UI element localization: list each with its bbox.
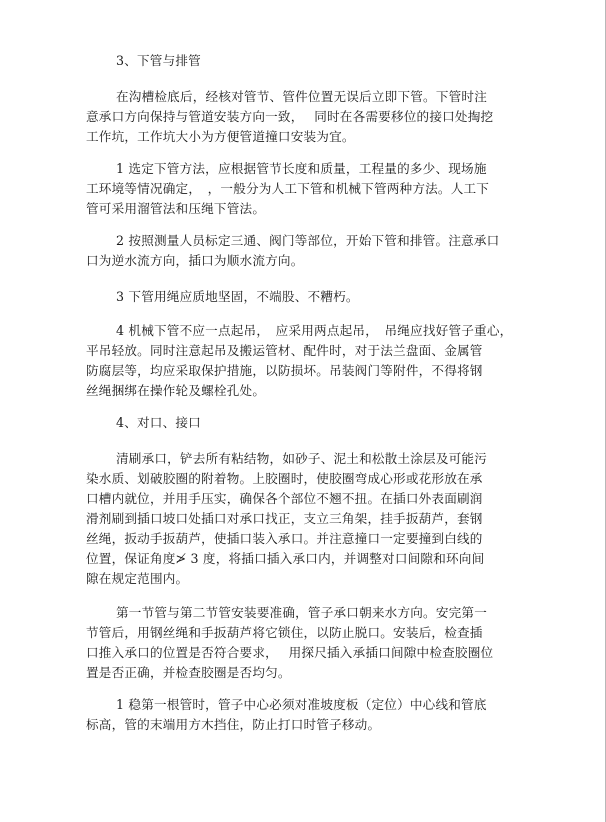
section-heading-3: 3、下管与排管 — [116, 53, 201, 68]
paragraph-line: 丝绳捆绑在操作轮及螺栓孔处。 — [86, 383, 266, 398]
paragraph-line: 染水质、划破胶圈的附着物。上胶圈时，使胶圈弯成心形或花形放在承 — [86, 471, 483, 486]
paragraph-line: 管可采用溜管法和压绳下管法。 — [86, 201, 266, 216]
paragraph-line: 1 稳第一根管时，管子中心必须对准坡度板（定位）中心线和管底 — [116, 697, 487, 712]
paragraph-line: 标高，管的末端用方木挡住，防止打口时管子移动。 — [86, 717, 381, 732]
paragraph-line: 丝绳，扳动手扳葫芦，使插口装入承口。并注意撞口一定要撞到白线的 — [86, 531, 483, 546]
paragraph-line: 在沟槽检底后，经核对管节、管件位置无误后立即下管。下管时注 — [116, 89, 488, 104]
paragraph-line: 防腐层等，均应采取保护措施，以防损坏。吊装阀门等附件，不得将钢 — [86, 363, 483, 378]
paragraph-line: 4 机械下管不应一点起吊， 应采用两点起吊， 吊绳应找好管子重心， — [116, 323, 513, 338]
paragraph-line: 第一节管与第二节管安装要准确，管子承口朝来水方向。安完第一 — [116, 605, 488, 620]
paragraph-line: 置是否正确，并检查胶圈是否均匀。 — [86, 665, 291, 680]
paragraph-line: 节管后，用钢丝绳和手扳葫芦将它锁住，以防止脱口。安装后，检查插 — [86, 625, 483, 640]
paragraph-line: 工环境等情况确定， ，一般分为人工下管和机械下管两种方法。人工下 — [86, 181, 490, 196]
paragraph-line: 口槽内就位，并用手压实，确保各个部位不翘不扭。在插口外表面刷润 — [86, 491, 483, 506]
paragraph-line: 清刷承口，铲去所有粘结物，如砂子、泥土和松散土涂层及可能污 — [116, 451, 488, 466]
paragraph-line: 隙在规定范围内。 — [86, 571, 189, 586]
paragraph-line: 工作坑，工作坑大小为方便管道撞口安装为宜。 — [86, 129, 355, 144]
paragraph-line: 口推入承口的位置是否符合要求， 用探尺插入承插口间隙中检查胶圈位 — [86, 645, 494, 660]
paragraph-line: 1 选定下管方法，应根据管节长度和质量，工程量的多少、现场施 — [116, 161, 487, 176]
section-heading-4: 4、对口、接口 — [116, 415, 201, 430]
paragraph-line: 滑剂刷到插口坡口处插口对承口找正，支立三角架，挂手扳葫芦，套钢 — [86, 511, 483, 526]
paragraph-line: 位置，保证角度≯ 3 度，将插口插入承口内，并调整对口间隙和环向间 — [86, 551, 485, 566]
paragraph-line: 口为逆水流方向，插口为顺水流方向。 — [86, 253, 304, 268]
paragraph-line: 平吊轻放。同时注意起吊及搬运管材、配件时，对于法兰盘面、金属管 — [86, 343, 483, 358]
paragraph-line: 意承口方向保持与管道安装方向一致， 同时在各需要移位的接口处掏挖 — [86, 109, 494, 124]
paragraph-line: 3 下管用绳应质地坚固，不端股、不糟朽。 — [116, 289, 359, 304]
paragraph-line: 2 按照测量人员标定三通、阀门等部位，开始下管和排管。注意承口 — [116, 233, 500, 248]
